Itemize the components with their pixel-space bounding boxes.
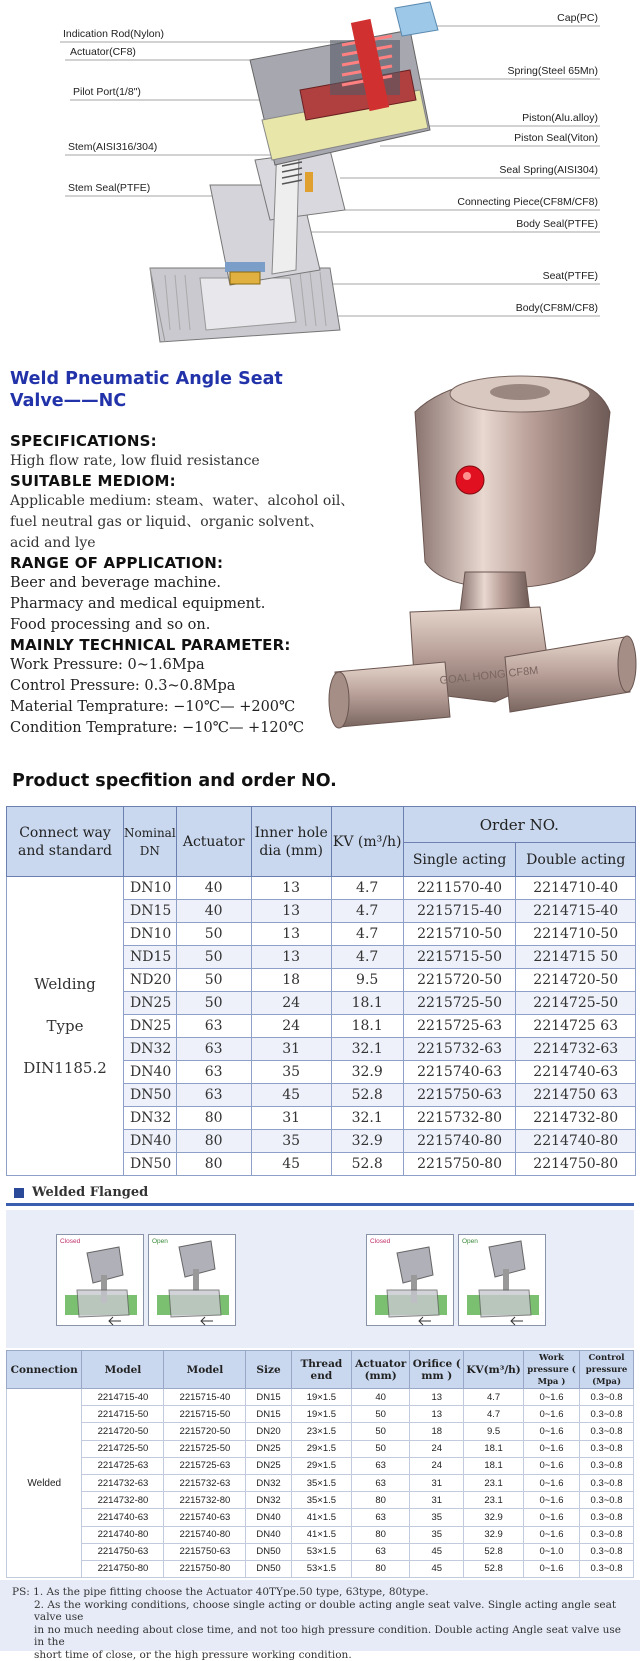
label-connecting-piece: Connecting Piece(CF8M/CF8) <box>457 196 598 208</box>
cell-actuator: 63 <box>176 1061 251 1084</box>
footnote-line: in no much needing about close time, and not too high pressure condition. Double acting Angle seat valve use in the <box>12 1624 628 1649</box>
col-double-acting: Double acting <box>516 843 636 877</box>
label-piston: Piston(Alu.alloy) <box>522 112 598 124</box>
col-model-b: Model <box>164 1351 246 1389</box>
cell-kv: 32.9 <box>464 1509 524 1526</box>
cell-model-b: 2215725-50 <box>164 1440 246 1457</box>
cell-work-pressure: 0~1.6 <box>523 1509 579 1526</box>
model-table-body <box>7 1389 634 1578</box>
model-row <box>7 1389 634 1406</box>
label-body-seal: Body Seal(PTFE) <box>516 218 598 230</box>
label-actuator: Actuator(CF8) <box>70 46 136 58</box>
cell-single-acting: 2215732-80 <box>403 1107 516 1130</box>
model-row <box>7 1423 634 1440</box>
cell-model-b: 2215740-80 <box>164 1526 246 1543</box>
cell-inner-hole: 35 <box>251 1130 331 1153</box>
cell-work-pressure: 0~1.6 <box>523 1406 579 1423</box>
cell-kv: 32.9 <box>331 1061 403 1084</box>
cell-work-pressure: 0~1.6 <box>523 1457 579 1474</box>
footnote-line: 2. As the working conditions, choose single acting or double acting angle seat valve. Single acting angle seat valve use <box>12 1599 628 1624</box>
cell-control-pressure: 0.3~0.8 <box>580 1543 634 1560</box>
cell-orifice: 24 <box>410 1457 464 1474</box>
label-indication-rod: Indication Rod(Nylon) <box>63 28 164 40</box>
cell-actuator: 80 <box>176 1153 251 1176</box>
cell-kv: 9.5 <box>464 1423 524 1440</box>
cell-control-pressure: 0.3~0.8 <box>580 1560 634 1577</box>
cell-actuator: 63 <box>176 1015 251 1038</box>
cell-control-pressure: 0.3~0.8 <box>580 1423 634 1440</box>
cell-size: DN32 <box>246 1492 291 1509</box>
cell-dn: DN50 <box>124 1153 177 1176</box>
valve-open-icon <box>149 1235 237 1327</box>
label-seat: Seat(PTFE) <box>543 270 598 282</box>
cell-single-acting: 2215750-80 <box>403 1153 516 1176</box>
cell-orifice: 35 <box>410 1509 464 1526</box>
cell-actuator-mm: 63 <box>352 1509 410 1526</box>
cell-dn: DN25 <box>124 992 177 1015</box>
model-row <box>7 1509 634 1526</box>
spec-line: Control Pressure: 0.3~0.8Mpa <box>10 676 355 697</box>
spec-line: Condition Temprature: −10℃— +120℃ <box>10 718 355 739</box>
cell-double-acting: 2214710-40 <box>516 877 636 900</box>
cell-dn: DN40 <box>124 1061 177 1084</box>
spec-heading-application: RANGE OF APPLICATION: <box>10 554 355 573</box>
cell-kv: 23.1 <box>464 1474 524 1491</box>
cell-size: DN25 <box>246 1440 291 1457</box>
cell-size: DN15 <box>246 1406 291 1423</box>
cell-model-b: 2215750-80 <box>164 1560 246 1577</box>
cell-actuator: 50 <box>176 969 251 992</box>
cell-double-acting: 2214732-63 <box>516 1038 636 1061</box>
cell-model-b: 2215740-63 <box>164 1509 246 1526</box>
spec-line: High flow rate, low fluid resistance <box>10 451 355 472</box>
cell-kv: 32.9 <box>331 1130 403 1153</box>
cell-size: DN50 <box>246 1560 291 1577</box>
cell-kv: 4.7 <box>331 946 403 969</box>
cell-model-b: 2215750-63 <box>164 1543 246 1560</box>
cell-model-b: 2215725-63 <box>164 1457 246 1474</box>
cell-single-acting: 2215740-63 <box>403 1061 516 1084</box>
cell-thread-end: 41×1.5 <box>291 1526 351 1543</box>
cell-size: DN15 <box>246 1389 291 1406</box>
cell-size: DN50 <box>246 1543 291 1560</box>
valve-closed-icon <box>367 1235 455 1327</box>
cell-double-acting: 2214720-50 <box>516 969 636 992</box>
cell-orifice: 45 <box>410 1560 464 1577</box>
cell-dn: DN10 <box>124 923 177 946</box>
cell-actuator-mm: 50 <box>352 1440 410 1457</box>
cell-actuator-mm: 63 <box>352 1474 410 1491</box>
col-kv-model: KV(m³/h) <box>464 1351 524 1389</box>
col-control-pressure: Control pressure (Mpa) <box>580 1351 634 1389</box>
cell-actuator: 40 <box>176 877 251 900</box>
closed-tag: Closed <box>370 1238 390 1245</box>
spec-line: acid and lye <box>10 533 355 554</box>
label-piston-seal: Piston Seal(Viton) <box>514 132 598 144</box>
cell-size: DN25 <box>246 1457 291 1474</box>
cell-kv: 18.1 <box>464 1457 524 1474</box>
cell-single-acting: 2215720-50 <box>403 969 516 992</box>
cell-size: DN40 <box>246 1509 291 1526</box>
cell-dn: DN32 <box>124 1107 177 1130</box>
spec-block <box>10 432 355 739</box>
cell-thread-end: 35×1.5 <box>291 1492 351 1509</box>
model-row <box>7 1474 634 1491</box>
cell-kv: 52.8 <box>331 1153 403 1176</box>
cell-inner-hole: 13 <box>251 923 331 946</box>
product-title-line2: Valve——NC <box>10 390 340 412</box>
cell-model-b: 2215715-40 <box>164 1389 246 1406</box>
cell-work-pressure: 0~1.6 <box>523 1389 579 1406</box>
label-body: Body(CF8M/CF8) <box>516 302 598 314</box>
cell-work-pressure: 0~1.6 <box>523 1560 579 1577</box>
cell-kv: 52.8 <box>464 1560 524 1577</box>
model-row <box>7 1440 634 1457</box>
cell-dn: DN15 <box>124 900 177 923</box>
operation-illustrations <box>6 1210 634 1348</box>
cell-inner-hole: 18 <box>251 969 331 992</box>
valve-open-icon <box>459 1235 547 1327</box>
cell-control-pressure: 0.3~0.8 <box>580 1526 634 1543</box>
cell-orifice: 45 <box>410 1543 464 1560</box>
order-table <box>6 806 636 1176</box>
closed-illustration-2 <box>366 1234 454 1326</box>
cell-inner-hole: 24 <box>251 992 331 1015</box>
closed-tag: Closed <box>60 1238 80 1245</box>
cell-work-pressure: 0~1.0 <box>523 1543 579 1560</box>
label-seal-spring: Seal Spring(AISI304) <box>499 164 598 176</box>
cell-thread-end: 53×1.5 <box>291 1543 351 1560</box>
cell-single-acting: 2215715-40 <box>403 900 516 923</box>
label-cap: Cap(PC) <box>557 12 598 24</box>
section-square-icon <box>14 1188 24 1198</box>
valve-product-photo <box>325 372 640 762</box>
closed-illustration-1 <box>56 1234 144 1326</box>
cell-inner-hole: 13 <box>251 900 331 923</box>
cell-model-a: 2214750-63 <box>82 1543 164 1560</box>
cell-thread-end: 19×1.5 <box>291 1389 351 1406</box>
cell-model-b: 2215715-50 <box>164 1406 246 1423</box>
spec-line: Material Temprature: −10℃— +200℃ <box>10 697 355 718</box>
cell-actuator-mm: 80 <box>352 1560 410 1577</box>
cell-double-acting: 2214710-50 <box>516 923 636 946</box>
cell-double-acting: 2214740-63 <box>516 1061 636 1084</box>
order-table-body <box>7 877 636 1176</box>
cell-kv: 32.1 <box>331 1107 403 1130</box>
cell-actuator-mm: 80 <box>352 1492 410 1509</box>
cell-single-acting: 2211570-40 <box>403 877 516 900</box>
cell-dn: DN32 <box>124 1038 177 1061</box>
cell-orifice: 35 <box>410 1526 464 1543</box>
cell-actuator-mm: 63 <box>352 1543 410 1560</box>
cell-actuator: 50 <box>176 946 251 969</box>
cell-dn: DN10 <box>124 877 177 900</box>
cell-double-acting: 2214740-80 <box>516 1130 636 1153</box>
model-row <box>7 1543 634 1560</box>
cell-dn: DN40 <box>124 1130 177 1153</box>
cell-thread-end: 23×1.5 <box>291 1423 351 1440</box>
open-tag: Open <box>152 1238 168 1245</box>
cell-orifice: 31 <box>410 1474 464 1491</box>
col-work-pressure: Work pressure ( Mpa ) <box>523 1351 579 1389</box>
cell-model-a: 2214732-80 <box>82 1492 164 1509</box>
cell-single-acting: 2215725-50 <box>403 992 516 1015</box>
cell-double-acting: 2214715 50 <box>516 946 636 969</box>
cell-kv: 52.8 <box>331 1084 403 1107</box>
cell-double-acting: 2214725 63 <box>516 1015 636 1038</box>
cell-kv: 4.7 <box>331 877 403 900</box>
product-title <box>10 368 340 412</box>
cell-thread-end: 29×1.5 <box>291 1440 351 1457</box>
cell-single-acting: 2215710-50 <box>403 923 516 946</box>
cell-orifice: 31 <box>410 1492 464 1509</box>
cell-thread-end: 29×1.5 <box>291 1457 351 1474</box>
cell-double-acting: 2214725-50 <box>516 992 636 1015</box>
cell-single-acting: 2215725-63 <box>403 1015 516 1038</box>
spec-heading-specifications: SPECIFICATIONS: <box>10 432 355 451</box>
body-stamp: GOAL HONG CF8M <box>439 665 539 687</box>
spec-heading-technical: MAINLY TECHNICAL PARAMETER: <box>10 636 355 655</box>
cell-kv: 4.7 <box>331 900 403 923</box>
connection-cell: Welded <box>7 1389 82 1578</box>
spec-line: Applicable medium: steam、water、alcohol oil、 <box>10 491 355 512</box>
order-section-title: Product specfition and order NO. <box>12 771 337 791</box>
cell-model-a: 2214740-80 <box>82 1526 164 1543</box>
cell-kv: 18.1 <box>464 1440 524 1457</box>
cell-single-acting: 2215750-63 <box>403 1084 516 1107</box>
cell-inner-hole: 24 <box>251 1015 331 1038</box>
open-illustration-2 <box>458 1234 546 1326</box>
col-single-acting: Single acting <box>403 843 516 877</box>
cell-inner-hole: 35 <box>251 1061 331 1084</box>
cell-work-pressure: 0~1.6 <box>523 1526 579 1543</box>
cell-model-a: 2214732-63 <box>82 1474 164 1491</box>
cell-thread-end: 53×1.5 <box>291 1560 351 1577</box>
cell-thread-end: 41×1.5 <box>291 1509 351 1526</box>
cell-kv: 4.7 <box>331 923 403 946</box>
cell-kv: 4.7 <box>464 1389 524 1406</box>
cell-inner-hole: 45 <box>251 1153 331 1176</box>
cell-kv: 32.9 <box>464 1526 524 1543</box>
cell-control-pressure: 0.3~0.8 <box>580 1440 634 1457</box>
col-kv: KV (m³/h) <box>331 807 403 877</box>
open-tag: Open <box>462 1238 478 1245</box>
cell-actuator-mm: 63 <box>352 1457 410 1474</box>
cell-double-acting: 2214715-40 <box>516 900 636 923</box>
cell-double-acting: 2214750-80 <box>516 1153 636 1176</box>
spec-line: Work Pressure: 0~1.6Mpa <box>10 655 355 676</box>
connect-line: Welding <box>9 963 121 1005</box>
cell-size: DN32 <box>246 1474 291 1491</box>
label-spring: Spring(Steel 65Mn) <box>508 65 598 77</box>
cell-actuator: 80 <box>176 1107 251 1130</box>
footnote <box>0 1580 640 1651</box>
col-inner-hole: Inner hole dia (mm) <box>251 807 331 877</box>
spec-line: fuel neutral gas or liquid、organic solvent、 <box>10 512 355 533</box>
spec-line: Pharmacy and medical equipment. <box>10 594 355 615</box>
cell-model-a: 2214750-80 <box>82 1560 164 1577</box>
cell-inner-hole: 45 <box>251 1084 331 1107</box>
cell-kv: 52.8 <box>464 1543 524 1560</box>
model-row <box>7 1406 634 1423</box>
col-order-no: Order NO. <box>403 807 635 843</box>
cell-control-pressure: 0.3~0.8 <box>580 1509 634 1526</box>
section-divider <box>6 1203 634 1206</box>
col-connect: Connect way and standard <box>7 807 124 877</box>
cell-single-acting: 2215732-63 <box>403 1038 516 1061</box>
cell-work-pressure: 0~1.6 <box>523 1492 579 1509</box>
cell-inner-hole: 31 <box>251 1107 331 1130</box>
col-connection: Connection <box>7 1351 82 1389</box>
cell-actuator: 50 <box>176 923 251 946</box>
model-row <box>7 1457 634 1474</box>
connect-line: Type <box>9 1005 121 1047</box>
connect-way-cell <box>7 877 124 1176</box>
order-row <box>7 877 636 900</box>
cell-orifice: 13 <box>410 1406 464 1423</box>
cell-double-acting: 2214750 63 <box>516 1084 636 1107</box>
cell-actuator: 63 <box>176 1038 251 1061</box>
cell-actuator: 50 <box>176 992 251 1015</box>
col-orifice: Orifice ( mm ) <box>410 1351 464 1389</box>
cell-control-pressure: 0.3~0.8 <box>580 1389 634 1406</box>
cell-model-a: 2214725-63 <box>82 1457 164 1474</box>
cell-size: DN40 <box>246 1526 291 1543</box>
cell-single-acting: 2215740-80 <box>403 1130 516 1153</box>
product-title-line1: Weld Pneumatic Angle Seat <box>10 368 340 390</box>
col-thread-end: Thread end <box>291 1351 351 1389</box>
label-stem: Stem(AISI316/304) <box>68 141 157 153</box>
cell-thread-end: 19×1.5 <box>291 1406 351 1423</box>
cell-dn: DN50 <box>124 1084 177 1107</box>
valve-closed-icon <box>57 1235 145 1327</box>
model-row <box>7 1560 634 1577</box>
open-illustration-1 <box>148 1234 236 1326</box>
label-pilot-port: Pilot Port(1/8") <box>73 86 141 98</box>
cell-control-pressure: 0.3~0.8 <box>580 1406 634 1423</box>
cell-single-acting: 2215715-50 <box>403 946 516 969</box>
cell-model-b: 2215732-80 <box>164 1492 246 1509</box>
spec-line: Food processing and so on. <box>10 615 355 636</box>
cell-model-b: 2215732-63 <box>164 1474 246 1491</box>
cell-actuator-mm: 80 <box>352 1526 410 1543</box>
cell-actuator-mm: 40 <box>352 1389 410 1406</box>
spec-heading-medium: SUITABLE MEDIOM: <box>10 472 355 491</box>
col-size: Size <box>246 1351 291 1389</box>
cell-actuator-mm: 50 <box>352 1423 410 1440</box>
col-model-a: Model <box>82 1351 164 1389</box>
model-row <box>7 1526 634 1543</box>
col-nominal-dn: Nominal DN <box>124 807 177 877</box>
cell-kv: 23.1 <box>464 1492 524 1509</box>
cell-orifice: 18 <box>410 1423 464 1440</box>
footnote-line: PS: 1. As the pipe fitting choose the Actuator 40TYpe.50 type, 63type, 80type. <box>12 1586 628 1599</box>
spec-line: Beer and beverage machine. <box>10 573 355 594</box>
connect-line: DIN1185.2 <box>9 1047 121 1089</box>
cell-actuator: 80 <box>176 1130 251 1153</box>
label-stem-seal: Stem Seal(PTFE) <box>68 182 150 194</box>
cell-model-a: 2214720-50 <box>82 1423 164 1440</box>
cell-orifice: 24 <box>410 1440 464 1457</box>
cell-control-pressure: 0.3~0.8 <box>580 1492 634 1509</box>
model-table <box>6 1350 634 1578</box>
cell-dn: DN25 <box>124 1015 177 1038</box>
cell-model-a: 2214725-50 <box>82 1440 164 1457</box>
col-actuator: Actuator <box>176 807 251 877</box>
cell-work-pressure: 0~1.6 <box>523 1440 579 1457</box>
cell-kv: 4.7 <box>464 1406 524 1423</box>
cell-dn: ND15 <box>124 946 177 969</box>
connecting-piece <box>255 150 345 220</box>
cell-control-pressure: 0.3~0.8 <box>580 1474 634 1491</box>
cell-model-a: 2214715-50 <box>82 1406 164 1423</box>
col-actuator-mm: Actuator (mm) <box>352 1351 410 1389</box>
cell-size: DN20 <box>246 1423 291 1440</box>
cell-control-pressure: 0.3~0.8 <box>580 1457 634 1474</box>
cell-model-b: 2215720-50 <box>164 1423 246 1440</box>
cell-work-pressure: 0~1.6 <box>523 1474 579 1491</box>
flanged-heading: Welded Flanged <box>32 1185 148 1200</box>
cell-inner-hole: 13 <box>251 877 331 900</box>
cell-double-acting: 2214732-80 <box>516 1107 636 1130</box>
cell-work-pressure: 0~1.6 <box>523 1423 579 1440</box>
valve-cutaway-diagram <box>0 0 640 350</box>
model-row <box>7 1492 634 1509</box>
cell-kv: 9.5 <box>331 969 403 992</box>
cell-kv: 18.1 <box>331 992 403 1015</box>
cell-actuator: 40 <box>176 900 251 923</box>
cell-actuator: 63 <box>176 1084 251 1107</box>
cell-model-a: 2214715-40 <box>82 1389 164 1406</box>
cell-dn: ND20 <box>124 969 177 992</box>
cell-inner-hole: 13 <box>251 946 331 969</box>
cell-kv: 18.1 <box>331 1015 403 1038</box>
cell-model-a: 2214740-63 <box>82 1509 164 1526</box>
cell-kv: 32.1 <box>331 1038 403 1061</box>
cell-actuator-mm: 50 <box>352 1406 410 1423</box>
actuator-section <box>250 2 438 165</box>
footnote-line: short time of close, or the high pressure working condition. <box>12 1649 628 1661</box>
cell-orifice: 13 <box>410 1389 464 1406</box>
cell-thread-end: 35×1.5 <box>291 1474 351 1491</box>
cell-inner-hole: 31 <box>251 1038 331 1061</box>
